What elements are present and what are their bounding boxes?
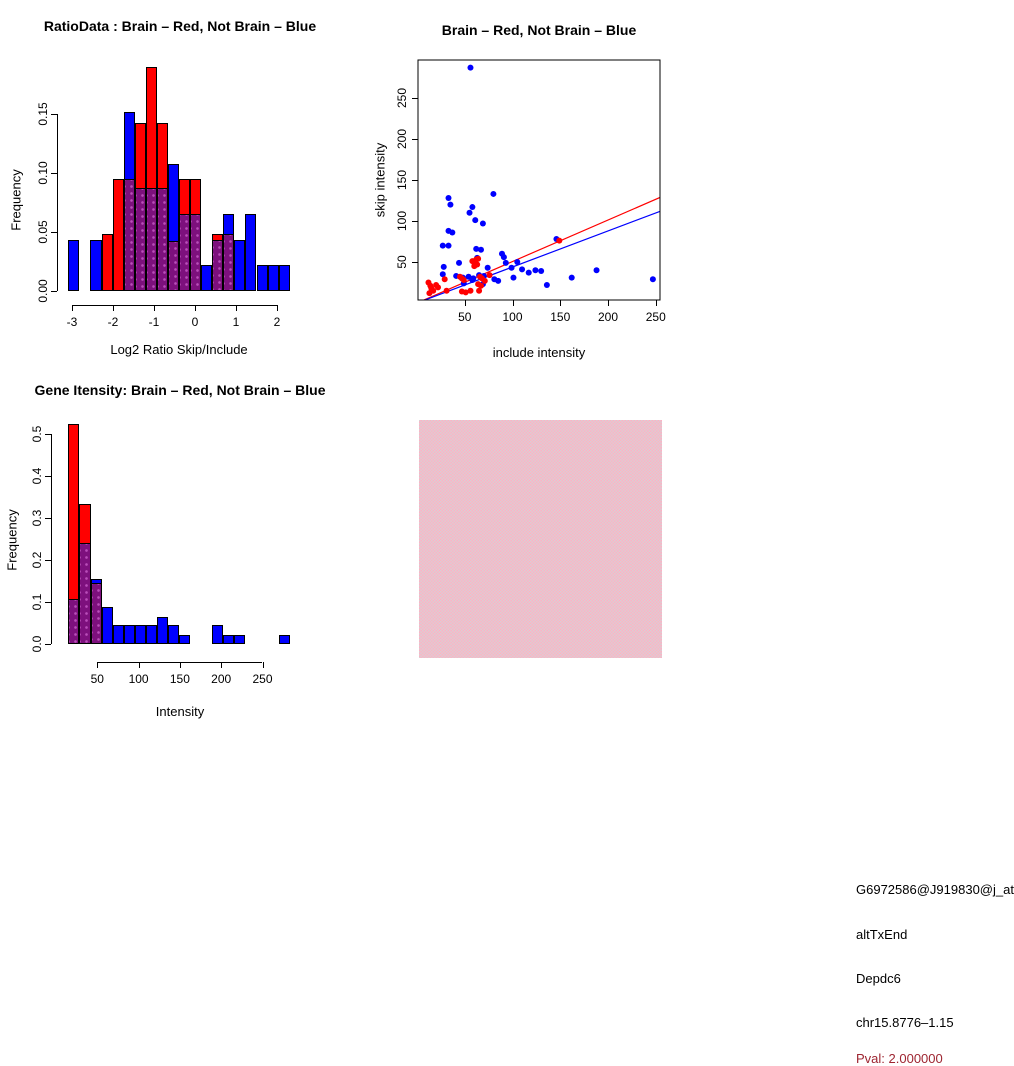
scatter-point-notbrain <box>478 247 484 253</box>
scatter-point-notbrain <box>469 204 475 210</box>
x-tick-label: 200 <box>211 672 232 686</box>
scatter-point-notbrain <box>526 270 532 276</box>
x-tick-label: 1 <box>232 315 240 329</box>
y-tick-label: 0.15 <box>36 102 50 126</box>
intensity-scatter-xlabel: include intensity <box>492 345 586 360</box>
y-axis-tick <box>412 180 418 181</box>
y-tick-label: 0.1 <box>30 593 44 611</box>
hist-bar-overlap <box>79 543 90 644</box>
probe-id-text: G6972586@J919830@j_at <box>856 882 1014 897</box>
gene-intensity-xlabel: Intensity <box>155 704 205 719</box>
x-tick-label: 200 <box>597 310 619 324</box>
x-tick-label: 250 <box>645 310 666 324</box>
y-axis-line <box>51 434 52 644</box>
scatter-point-notbrain <box>509 265 515 271</box>
ratio-histogram-title: RatioData : Brain – Red, Not Brain – Blue <box>43 18 317 34</box>
hist-bar-notbrain <box>168 625 179 644</box>
scatter-point-notbrain <box>501 254 507 260</box>
gene-intensity-ylabel: Frequency <box>4 509 20 571</box>
y-tick-label: 0.05 <box>36 220 50 244</box>
x-tick-label: 250 <box>252 672 273 686</box>
hist-bar-overlap <box>68 599 79 644</box>
plot-box <box>418 60 660 300</box>
y-axis-tick <box>412 139 418 140</box>
scatter-point-notbrain <box>594 267 600 273</box>
scatter-point-notbrain <box>538 268 544 274</box>
scatter-point-notbrain <box>510 275 516 281</box>
hist-bar-notbrain <box>279 635 290 644</box>
scatter-point-brain <box>487 272 493 278</box>
y-tick-label: 100 <box>395 210 409 232</box>
scatter-point-brain <box>556 238 562 244</box>
scatter-point-notbrain <box>650 276 656 282</box>
scatter-point-brain <box>435 284 441 290</box>
x-axis-tick <box>465 300 466 306</box>
y-tick-label: 150 <box>395 169 409 191</box>
gene-intensity-title: Gene Itensity: Brain – Red, Not Brain – Blue <box>34 382 326 398</box>
hist-bar-notbrain <box>113 625 124 644</box>
x-axis-tick <box>656 300 657 306</box>
hist-bar-notbrain <box>124 625 135 644</box>
scatter-point-notbrain <box>544 282 550 288</box>
intensity-scatter-title: Brain – Red, Not Brain – Blue <box>441 22 637 38</box>
scatter-point-notbrain <box>446 195 452 201</box>
gene-info-box <box>419 420 1014 1066</box>
x-axis-tick <box>608 300 609 306</box>
scatter-point-notbrain <box>503 260 509 266</box>
hist-bar-notbrain <box>223 635 234 644</box>
y-tick-label: 0.10 <box>36 161 50 185</box>
x-axis-tick <box>139 662 140 668</box>
hist-bar-notbrain <box>179 635 190 644</box>
y-axis-tick <box>45 518 51 519</box>
hist-bar-notbrain <box>135 625 146 644</box>
scatter-point-notbrain <box>449 229 455 235</box>
x-tick-label: -2 <box>107 315 119 329</box>
scatter-point-notbrain <box>467 210 473 216</box>
scatter-point-brain <box>467 288 473 294</box>
y-axis-tick <box>412 221 418 222</box>
x-axis-tick <box>97 662 98 668</box>
scatter-point-notbrain <box>472 217 478 223</box>
scatter-point-notbrain <box>446 243 452 249</box>
scatter-point-notbrain <box>467 65 473 71</box>
y-axis-tick <box>45 434 51 435</box>
scatter-point-brain <box>444 288 450 294</box>
y-tick-label: 0.3 <box>30 509 44 527</box>
y-tick-label: 0.0 <box>30 635 44 653</box>
scatter-point-notbrain <box>532 267 538 273</box>
y-axis-tick <box>412 98 418 99</box>
x-tick-label: 2 <box>273 315 281 329</box>
scatter-point-brain <box>476 288 482 294</box>
x-tick-label: 0 <box>191 315 199 329</box>
y-axis-tick <box>45 602 51 603</box>
hist-bar-overlap <box>91 583 102 644</box>
x-axis-tick <box>180 662 181 668</box>
hist-bar-notbrain <box>102 607 113 644</box>
x-axis-tick <box>221 662 222 668</box>
y-tick-label: 0.4 <box>30 467 44 485</box>
scatter-point-brain <box>442 276 448 282</box>
scatter-point-brain <box>475 256 481 262</box>
scatter-point-notbrain <box>456 260 462 266</box>
x-axis-tick <box>513 300 514 306</box>
x-tick-label: 50 <box>458 310 472 324</box>
ratio-histogram-xlabel: Log2 Ratio Skip/Include <box>110 342 248 357</box>
scatter-point-brain <box>426 290 432 296</box>
scatter-point-brain <box>474 261 480 267</box>
x-tick-label: 150 <box>550 310 571 324</box>
scatter-point-notbrain <box>441 264 447 270</box>
x-tick-label: -1 <box>148 315 160 329</box>
y-tick-label: 50 <box>395 255 409 269</box>
scatter-point-notbrain <box>490 191 496 197</box>
scatter-point-brain <box>461 277 467 283</box>
scatter-point-notbrain <box>519 266 525 272</box>
y-tick-label: 0.00 <box>36 279 50 303</box>
not_brain-fit-line <box>417 211 661 303</box>
scatter-point-notbrain <box>485 265 491 271</box>
y-tick-label: 0.5 <box>30 425 44 443</box>
x-tick-label: 50 <box>90 672 104 686</box>
y-tick-label: 250 <box>395 87 409 109</box>
scatter-point-notbrain <box>569 275 575 281</box>
x-tick-label: 100 <box>502 310 523 324</box>
hist-bar-notbrain <box>146 625 157 644</box>
x-axis-tick <box>560 300 561 306</box>
brain-fit-line <box>417 197 661 303</box>
scatter-point-notbrain <box>469 277 475 283</box>
chromosome-location-text: chr15.8776–1.15 <box>856 1015 954 1030</box>
hist-bar-notbrain <box>234 635 245 644</box>
x-axis-tick <box>263 662 264 668</box>
hist-bar-notbrain <box>157 617 168 644</box>
ratio-histogram-ylabel: Frequency <box>8 169 24 231</box>
pval-text: Pval: 2.000000 <box>856 1051 943 1066</box>
y-axis-tick <box>412 262 418 263</box>
event-type-text: altTxEnd <box>856 927 908 942</box>
y-axis-tick <box>45 560 51 561</box>
scatter-point-notbrain <box>514 259 520 265</box>
scatter-point-notbrain <box>480 220 486 226</box>
scatter-point-notbrain <box>447 202 453 208</box>
hist-bar-notbrain <box>212 625 223 644</box>
y-axis-tick <box>45 644 51 645</box>
x-tick-label: -3 <box>66 315 78 329</box>
y-tick-label: 0.2 <box>30 551 44 569</box>
intensity-scatter-ylabel: skip intensity <box>372 142 388 218</box>
x-tick-label: 150 <box>169 672 190 686</box>
scatter-point-notbrain <box>440 243 446 249</box>
scatter-point-notbrain <box>495 278 501 284</box>
y-axis-tick <box>45 476 51 477</box>
gene-name-text: Depdc6 <box>856 971 901 986</box>
x-tick-label: 100 <box>128 672 149 686</box>
scatter-point-brain <box>482 278 488 284</box>
y-tick-label: 200 <box>395 128 409 150</box>
